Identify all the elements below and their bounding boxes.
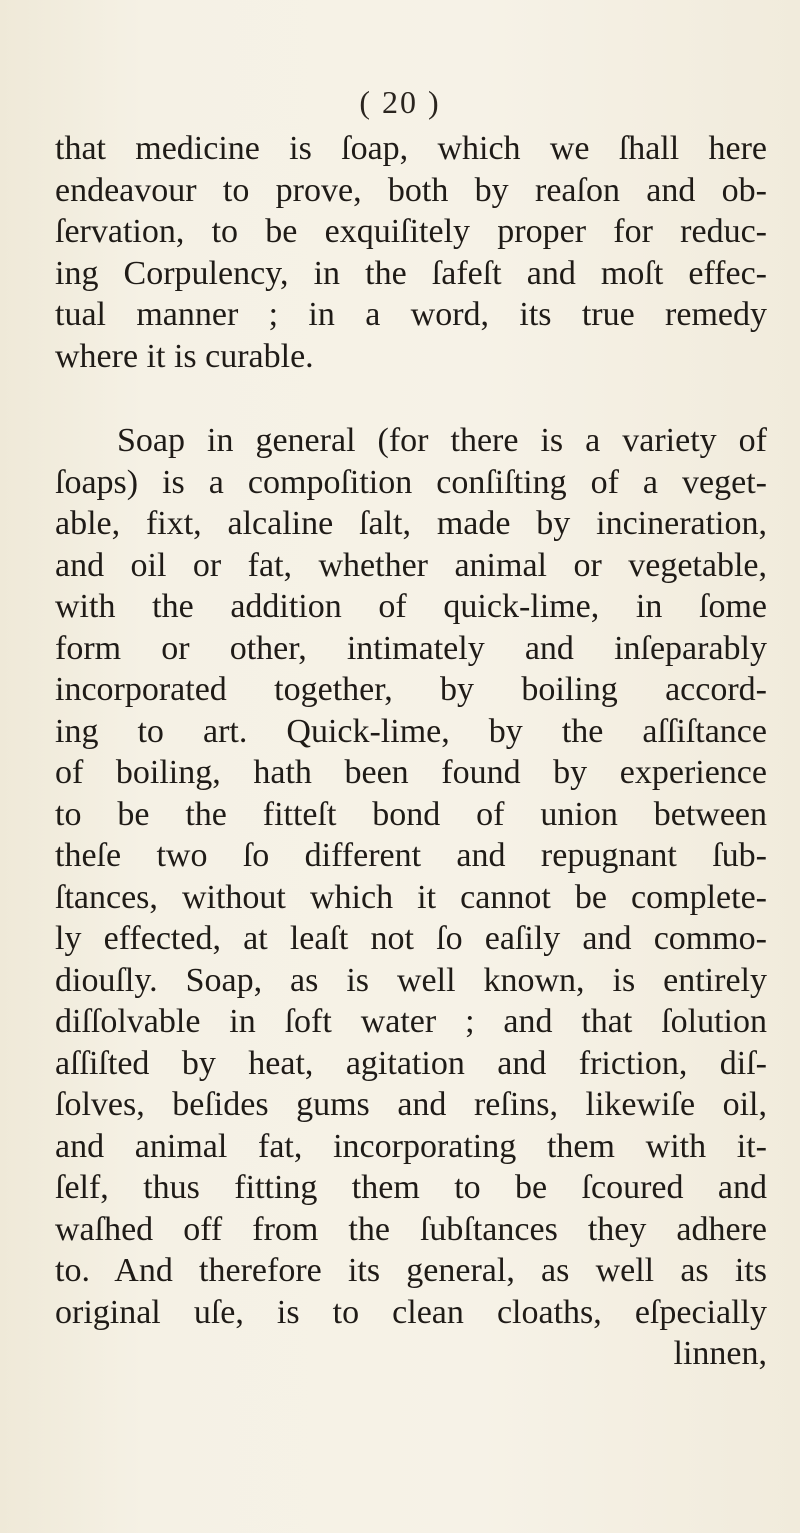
text-line: ſelf, thus fitting them to be ſcoured and <box>55 1169 767 1206</box>
text-line: that medicine is ſoap, which we ſhall here <box>55 130 767 167</box>
text-line: able, fixt, alcaline ſalt, made by incineration, <box>55 505 767 542</box>
text-line: with the addition of quick-lime, in ſome <box>55 588 767 625</box>
text-line: Soap in general (for there is a variety of <box>117 422 767 459</box>
text-line: form or other, intimately and inſeparably <box>55 629 767 667</box>
text-line: of boiling, hath been found by experience <box>55 754 767 791</box>
text-line: incorporated together, by boiling accord- <box>55 671 767 708</box>
text-line: ing to art. Quick-lime, by the aſſiſtance <box>55 712 767 750</box>
text-line: ſervation, to be exquiſitely proper for reduc- <box>55 213 767 250</box>
text-line: to. And therefore its general, as well as its <box>55 1252 767 1289</box>
catchword: linnen, <box>673 1335 767 1372</box>
text-line: aſſiſted by heat, agitation and friction, diſ- <box>55 1044 767 1082</box>
text-line: theſe two ſo different and repugnant ſub- <box>55 837 767 874</box>
text-line: diouſly. Soap, as is well known, is entirely <box>55 961 767 999</box>
page-number: ( 20 ) <box>359 84 441 120</box>
text-line: waſhed off from the ſubſtances they adhere <box>55 1210 767 1248</box>
paragraph-2 <box>55 420 767 1333</box>
text-line: ly effected, at leaſt not ſo eaſily and commo- <box>55 920 767 957</box>
text-line: ſtances, without which it cannot be complete- <box>55 878 767 916</box>
text-line: ing Corpulency, in the ſafeſt and moſt effec- <box>55 254 767 292</box>
text-line: ſolves, beſides gums and reſins, likewiſe oil, <box>55 1086 767 1123</box>
text-line: and animal fat, incorporating them with it- <box>55 1127 767 1165</box>
text-line: to be the fitteſt bond of union between <box>55 795 767 833</box>
text-line: tual manner ; in a word, its true remedy <box>55 296 767 333</box>
paragraph-1 <box>55 128 767 377</box>
text-line: endeavour to prove, both by reaſon and ob- <box>55 171 767 209</box>
text-line: diſſolvable in ſoft water ; and that ſolution <box>55 1003 767 1040</box>
text-line: ſoaps) is a compoſition conſiſting of a veget- <box>55 463 767 501</box>
paragraph-gap <box>55 377 767 420</box>
text-line: original uſe, is to clean cloaths, eſpecially <box>55 1293 767 1331</box>
text-line: and oil or fat, whether animal or vegetable, <box>55 546 767 584</box>
text-line: where it is curable. <box>55 337 314 375</box>
page-text <box>55 128 767 1375</box>
